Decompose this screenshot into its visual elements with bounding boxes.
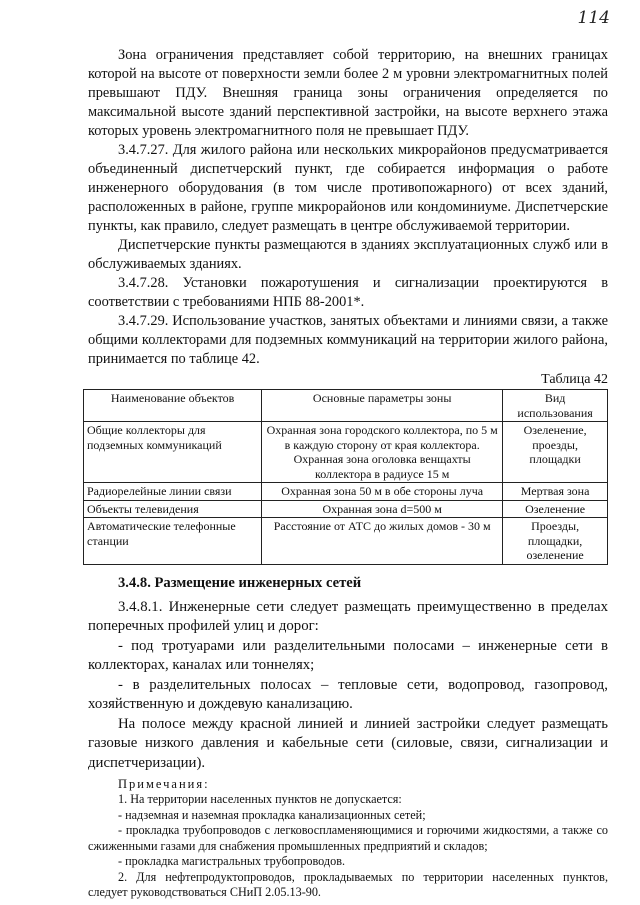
table-cell: Расстояние от АТС до жилых домов - 30 м <box>262 518 503 565</box>
table-header-row <box>84 390 608 422</box>
paragraph: 3.4.7.28. Установки пожаротушения и сигнализации проектируются в соответствии с требованиями НПБ 88-2001*. <box>88 275 608 310</box>
note-item: - прокладка магистральных трубопроводов. <box>118 854 346 868</box>
table-cell: Озеленение, проезды, площадки <box>503 422 608 483</box>
table-row <box>84 483 608 501</box>
data-table <box>83 389 608 565</box>
table-row <box>84 500 608 518</box>
paragraph: 3.4.7.27. Для жилого района или нескольких микрорайонов предусматривается объединенный диспетчерский пункт, где собирается информация о работе инженерного оборудования (в том числе противопожарного) от всех зданий, расположенных в районе, группе микрорайонов или кондоминиуме. Диспетчерские пункты, как правило, следует размещать в центре обслуживаемой территории. <box>88 142 608 234</box>
notes-heading: Примечания: <box>118 777 210 791</box>
list-item: - под тротуарами или разделительными полосами – инженерные сети в коллекторах, каналах или тоннелях; <box>88 637 608 673</box>
section-title: 3.4.8. Размещение инженерных сетей <box>118 574 362 591</box>
paragraph: Диспетчерские пункты размещаются в зданиях эксплуатационных служб или в обслуживаемых зданиях. <box>88 237 608 272</box>
page-number: 114 <box>577 8 610 28</box>
table-cell: Охранная зона 50 м в обе стороны луча <box>262 483 503 501</box>
document-body <box>88 46 608 901</box>
column-header: Наименование объектов <box>84 390 262 422</box>
paragraph: На полосе между красной линией и линией застройки следует размещать газовые низкого давления и кабельные сети (силовые, связи, сигнализации и диспетчеризации). <box>88 715 608 771</box>
table-cell: Объекты телевидения <box>84 500 262 518</box>
table-cell: Мертвая зона <box>503 483 608 501</box>
column-header: Вид использования <box>503 390 608 422</box>
note-item: - надземная и наземная прокладка канализационных сетей; <box>118 807 426 822</box>
table-row <box>84 518 608 565</box>
note-item: 1. На территории населенных пунктов не допускается: <box>118 792 402 806</box>
paragraph: 3.4.7.29. Использование участков, занятых объектами и линиями связи, а также общими коллекторами для подземных коммуникаций на территории жилого района, принимается по таблице 42. <box>88 313 608 367</box>
table-row <box>84 422 608 483</box>
table-cell: Охранная зона d=500 м <box>262 500 503 518</box>
table-cell: Автоматические телефонные станции <box>84 518 262 565</box>
paragraph: Зона ограничения представляет собой территорию, на внешних границах которой на высоте от поверхности земли более 2 м уровни электромагнитных полей превышают ПДУ. Внешняя граница зоны ограничения определяется по максимальной высоте зданий перспективной застройки, на высоте верхнего этажа которых уровень электромагнитного поля не превышает ПДУ. <box>88 47 608 139</box>
note-item: - прокладка трубопроводов с легковоспламеняющимися и горючими жидкостями, а также со сжиженными газами для снабжения промышленных предприятий и складов; <box>88 823 608 853</box>
table-caption: Таблица 42 <box>541 372 608 387</box>
list-item: - в разделительных полосах – тепловые сети, водопровод, газопровод, хозяйственную и дождевую канализацию. <box>88 676 608 712</box>
table-cell: Общие коллекторы для подземных коммуникаций <box>84 422 262 483</box>
table-cell: Проезды, площадки, озеленение <box>503 518 608 565</box>
table-cell: Радиорелейные линии связи <box>84 483 262 501</box>
note-item: 2. Для нефтепродуктопроводов, прокладываемых по территории населенных пунктов, следует руководствоваться СНиП 2.05.13-90. <box>88 869 608 899</box>
column-header: Основные параметры зоны <box>262 390 503 422</box>
table-cell: Охранная зона городского коллектора, по 5 м в каждую сторону от края коллектора. Охранная зона оголовка венщахты коллектора в радиусе 15 м <box>262 422 503 483</box>
table-cell: Озеленение <box>503 500 608 518</box>
paragraph: 3.4.8.1. Инженерные сети следует размещать преимущественно в пределах поперечных профилей улиц и дорог: <box>88 598 608 634</box>
